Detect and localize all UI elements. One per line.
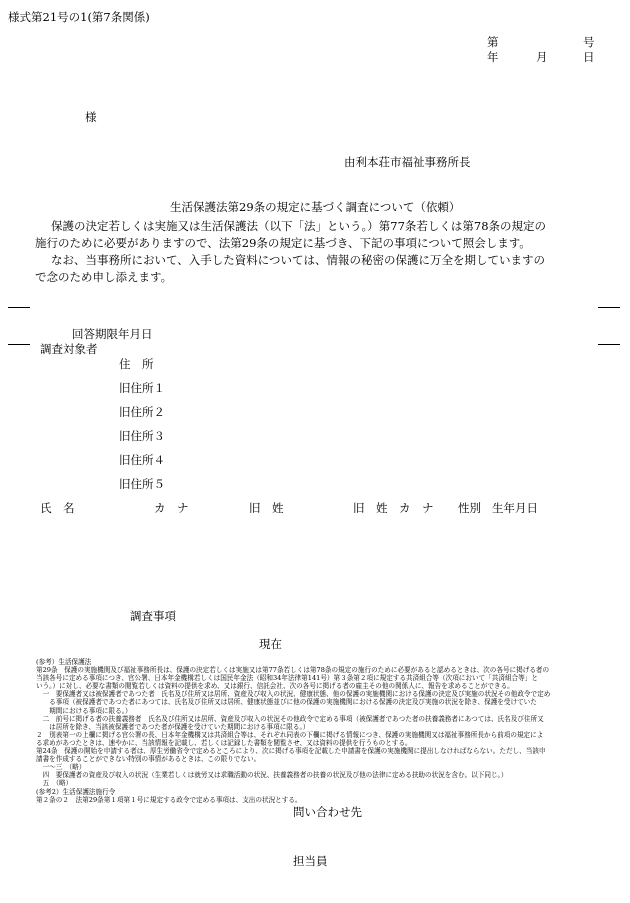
reference-line: る求めがあつたときは、速やかに、当該情報を記載し、若しくは記録した書類を閲覧させ、又は資料の提供を行うものとする。 (36, 738, 412, 747)
document-title: 生活保護法第29条の規定に基づく調査について（依頼） (170, 200, 461, 214)
person-in-charge-label: 担当員 (293, 854, 328, 868)
date-year-label: 年 (487, 50, 499, 64)
column-kana: カ ナ (154, 501, 189, 515)
column-name: 氏 名 (40, 501, 75, 515)
field-former-address-3: 旧住所３ (119, 429, 165, 443)
column-former-surname: 旧 姓 (249, 501, 284, 515)
field-address: 住 所 (119, 357, 154, 371)
column-sex: 性別 (458, 501, 481, 515)
form-number: 様式第21号の1(第7条関係) (8, 10, 150, 24)
reference-line: る事項（被保護者であつた者にあつては、氏名及び住所又は居所、健康状態並びに他の保護の実施機関における保護の決定及び実施の状況を除き、保護を受けていた (36, 698, 537, 707)
column-former-surname-kana: 旧 姓 カ ナ (353, 501, 434, 515)
body-text (35, 218, 565, 286)
margin-mark-left-1 (8, 307, 30, 308)
field-former-address-4: 旧住所４ (119, 453, 165, 467)
reference-line: 請書を作成することができない特別の事情があるときは、この限りでない。 (36, 755, 261, 764)
date-month-label: 月 (536, 50, 548, 64)
reference-line: 一～三 （略） (36, 763, 86, 772)
reference-line: 五 （略） (36, 779, 73, 788)
body-p2-line2: で念のため申し添えます。 (35, 270, 173, 284)
reference-line: 二 前号に掲げる者の扶養義務者 氏名及び住所又は居所、資産及び収入の状況その他政令で定める事項（被保護者であつた者の扶養義務者にあつては、氏名及び住所又 (36, 714, 544, 723)
margin-mark-right-2 (598, 344, 620, 345)
sender-name: 由利本荘市福祉事務所長 (344, 155, 471, 169)
body-p2-line1: なお、当事務所において、入手した資料については、情報の秘密の保護に万全を期していますの (51, 253, 546, 267)
reference-line: ２ 別表第一の上欄に掲げる官公署の長、日本年金機構又は共済組合等は、それぞれ同表の下欄に掲げる情報につき、保護の実施機関又は福祉事務所長から前項の規定によ (36, 730, 544, 739)
field-former-address-5: 旧住所５ (119, 477, 165, 491)
reference-line: 期間における事項に限る。） (36, 706, 132, 715)
reference-line: いう。）に対し、必要な書類の閲覧若しくは資料の提供を求め、又は銀行、信託会社、次の各号に掲げる者の雇主その他の関係人に、報告を求めることができる。 (36, 682, 514, 691)
current-label: 現在 (259, 637, 282, 651)
column-birthdate: 生年月日 (492, 501, 538, 515)
inquiry-items-label: 調査事項 (130, 609, 176, 623)
field-former-address-2: 旧住所２ (119, 405, 165, 419)
field-former-address-1: 旧住所１ (119, 381, 165, 395)
date-day-label: 日 (583, 50, 595, 64)
contact-label: 問い合わせ先 (293, 805, 362, 819)
reference-line: (参考2）生活保護法施行令 (36, 787, 116, 796)
reply-deadline-label: 回答期限年月日 (72, 327, 153, 341)
reference-line: 第29条 保護の実施機関及び福祉事務所長は、保護の決定若しくは実施又は第77条若しくは第78条の規定の施行のために必要があると認めるときは、次の各号に掲げる者の (36, 666, 550, 675)
body-p1-line2: 施行のために必要がありますので、法第29条の規定に基づき、下記の事項について照会します。 (35, 236, 531, 250)
margin-mark-left-2 (8, 344, 30, 345)
reference-law-text (36, 659, 601, 805)
body-p1-line1: 保護の決定若しくは実施又は生活保護法（以下「法」という。）第77条若しくは第78条の規定の (51, 219, 547, 233)
number-dai-label: 第 (487, 35, 499, 49)
subject-label: 調査対象者 (40, 342, 98, 356)
reference-line: は居所を除き、当該被保護者であつた者が保護を受けていた期間における事項に限る。） (36, 722, 310, 731)
reference-line: 一 要保護者又は被保護者であつた者 氏名及び住所又は居所、資産及び収入の状況、健康状態、他の保護の実施機関における保護の決定及び実施の状況その他政令で定め (36, 690, 551, 699)
reference-line: 当該各号に定める事項につき、官公署、日本年金機構若しくは国民年金法（昭和34年法律第141号）第３条第２項に規定する共済組合等（次項において「共済組合等」と (36, 674, 538, 683)
reference-line: (参考）生活保護法 (36, 658, 92, 666)
margin-mark-right-1 (598, 307, 620, 308)
reference-line: 四 要保護者の資産及び収入の状況（生業若しくは就労又は求職活動の状況、扶養義務者の扶養の状況及び他の法律に定める扶助の状況を含む。以下同じ。） (36, 771, 508, 780)
reference-line: 第２条の２ 法第29条第１項第１号に規定する政令で定める事項は、支出の状況とする。 (36, 795, 302, 804)
reference-line: 第24条 保護の開始を申請する者は、厚生労働省令で定めるところにより、次に掲げる事項を記載した申請書を保護の実施機関に提出しなければならない。ただし、当該申 (36, 747, 546, 756)
number-go-label: 号 (583, 35, 595, 49)
addressee-honorific: 様 (85, 110, 97, 124)
